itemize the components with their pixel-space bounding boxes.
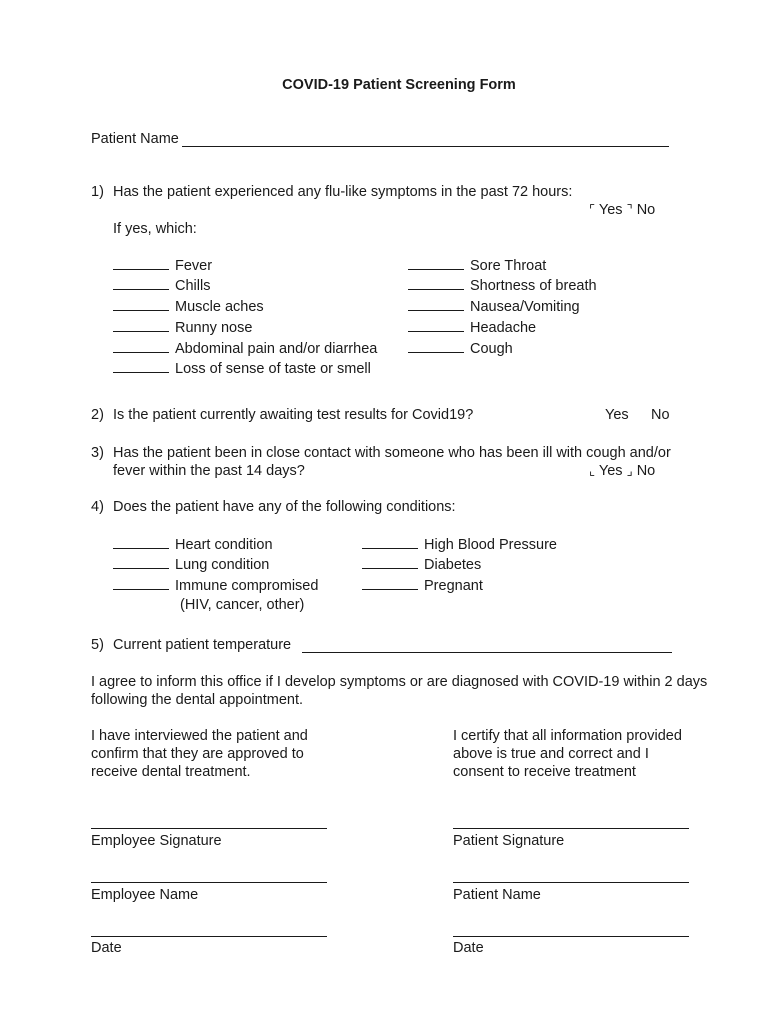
employee-statement: I have interviewed the patient and confirm that they are approved to receive dental treatment. [91, 728, 308, 780]
symptom-label: Abdominal pain and/or diarrhea [175, 341, 378, 357]
symptom-blank[interactable] [113, 360, 169, 373]
condition-label: High Blood Pressure [424, 537, 557, 553]
symptom-label: Runny nose [175, 320, 253, 336]
q1-yes-option[interactable] [589, 203, 655, 218]
q1-no-label: No [636, 202, 656, 218]
employee-signature-label: Employee Signature [91, 833, 222, 849]
symptom-blank[interactable] [408, 298, 464, 311]
condition-blank[interactable] [362, 556, 418, 569]
patient-statement: I certify that all information provided above is true and correct and I consent to receive treatment [453, 728, 682, 780]
symptom-loss-of-taste[interactable] [113, 360, 371, 377]
condition-heart[interactable] [113, 536, 273, 553]
symptom-headache[interactable] [408, 319, 536, 336]
condition-pregnant[interactable] [362, 577, 483, 594]
patient-signature-label: Patient Signature [453, 833, 565, 849]
condition-label: Pregnant [424, 578, 483, 594]
condition-diabetes[interactable] [362, 556, 481, 573]
condition-lung[interactable] [113, 556, 269, 573]
agreement-text: I agree to inform this office if I develop symptoms or are diagnosed with COVID-19 within 2 days following the dental appointment. [91, 674, 708, 708]
q3-no-label: No [636, 463, 656, 479]
q3-text-line1: Has the patient been in close contact with someone who has been ill with cough and/or [113, 445, 671, 461]
condition-immune-note: (HIV, cancer, other) [180, 597, 305, 613]
patient-signature-line[interactable] [453, 828, 689, 829]
symptom-sore-throat[interactable] [408, 257, 546, 274]
patient-date-label: Date [453, 940, 484, 956]
symptom-chills[interactable] [113, 277, 210, 294]
checkbox-icon[interactable]: ⌟ [626, 463, 633, 478]
patient-name-label: Patient Name [91, 131, 179, 147]
symptom-nausea[interactable] [408, 298, 580, 315]
condition-blank[interactable] [362, 536, 418, 549]
condition-immune[interactable] [113, 577, 318, 594]
symptom-label: Cough [470, 341, 513, 357]
condition-blank[interactable] [362, 577, 418, 590]
condition-label: Diabetes [424, 557, 482, 573]
condition-blank[interactable] [113, 577, 169, 590]
symptom-shortness-of-breath[interactable] [408, 277, 597, 294]
employee-name-label: Employee Name [91, 887, 199, 903]
q2-text: Is the patient currently awaiting test results for Covid19? [113, 407, 474, 423]
symptom-fever[interactable] [113, 257, 212, 274]
q4-number: 4) [91, 499, 104, 515]
condition-blank[interactable] [113, 536, 169, 549]
checkbox-icon[interactable]: ⌜ [589, 202, 596, 217]
employee-signature-line[interactable] [91, 828, 327, 829]
symptom-blank[interactable] [408, 257, 464, 270]
symptom-blank[interactable] [113, 319, 169, 332]
employee-date-label: Date [91, 940, 122, 956]
q5-text: Current patient temperature [113, 637, 292, 653]
condition-label: Heart condition [175, 537, 273, 553]
q4-text: Does the patient have any of the following conditions: [113, 499, 456, 515]
patient-name-field[interactable] [182, 146, 669, 147]
employee-name-line[interactable] [91, 882, 327, 883]
q3-text-line2: fever within the past 14 days? [113, 463, 305, 479]
symptom-label: Chills [175, 278, 211, 294]
symptom-muscle-aches[interactable] [113, 298, 264, 315]
q1-text: Has the patient experienced any flu-like symptoms in the past 72 hours: [113, 184, 573, 200]
form-title: COVID-19 Patient Screening Form [282, 77, 516, 93]
q3-number: 3) [91, 445, 104, 461]
checkbox-icon[interactable]: ⌝ [626, 202, 633, 217]
patient-name-sig-label: Patient Name [453, 887, 541, 903]
symptom-blank[interactable] [113, 340, 169, 353]
q1-if-yes: If yes, which: [113, 221, 197, 237]
symptom-label: Sore Throat [470, 258, 547, 274]
q1-number: 1) [91, 184, 104, 200]
condition-blank[interactable] [113, 556, 169, 569]
symptom-blank[interactable] [408, 340, 464, 353]
symptom-runny-nose[interactable] [113, 319, 252, 336]
employee-date-line[interactable] [91, 936, 327, 937]
symptom-blank[interactable] [113, 277, 169, 290]
q2-number: 2) [91, 407, 104, 423]
symptom-label: Headache [470, 320, 537, 336]
q3-yes-label: Yes [598, 463, 623, 479]
q2-no-option[interactable]: No [651, 407, 670, 423]
symptom-label: Muscle aches [175, 299, 264, 315]
condition-high-blood-pressure[interactable] [362, 536, 557, 553]
q3-options[interactable] [589, 464, 655, 479]
symptom-label: Shortness of breath [470, 278, 597, 294]
symptom-blank[interactable] [408, 277, 464, 290]
condition-label: Immune compromised [175, 578, 319, 594]
symptom-label: Nausea/Vomiting [470, 299, 580, 315]
checkbox-icon[interactable]: ⌞ [589, 463, 596, 478]
patient-date-line[interactable] [453, 936, 689, 937]
symptom-blank[interactable] [408, 319, 464, 332]
condition-label: Lung condition [175, 557, 270, 573]
symptom-label: Fever [175, 258, 213, 274]
symptom-blank[interactable] [113, 257, 169, 270]
symptom-cough[interactable] [408, 340, 513, 357]
q1-yes-label: Yes [598, 202, 623, 218]
patient-name-line[interactable] [453, 882, 689, 883]
symptom-label: Loss of sense of taste or smell [175, 361, 371, 377]
symptom-abdominal-pain[interactable] [113, 340, 377, 357]
q2-yes-option[interactable]: Yes [605, 407, 629, 423]
temperature-field[interactable] [302, 652, 672, 653]
q5-number: 5) [91, 637, 104, 653]
symptom-blank[interactable] [113, 298, 169, 311]
